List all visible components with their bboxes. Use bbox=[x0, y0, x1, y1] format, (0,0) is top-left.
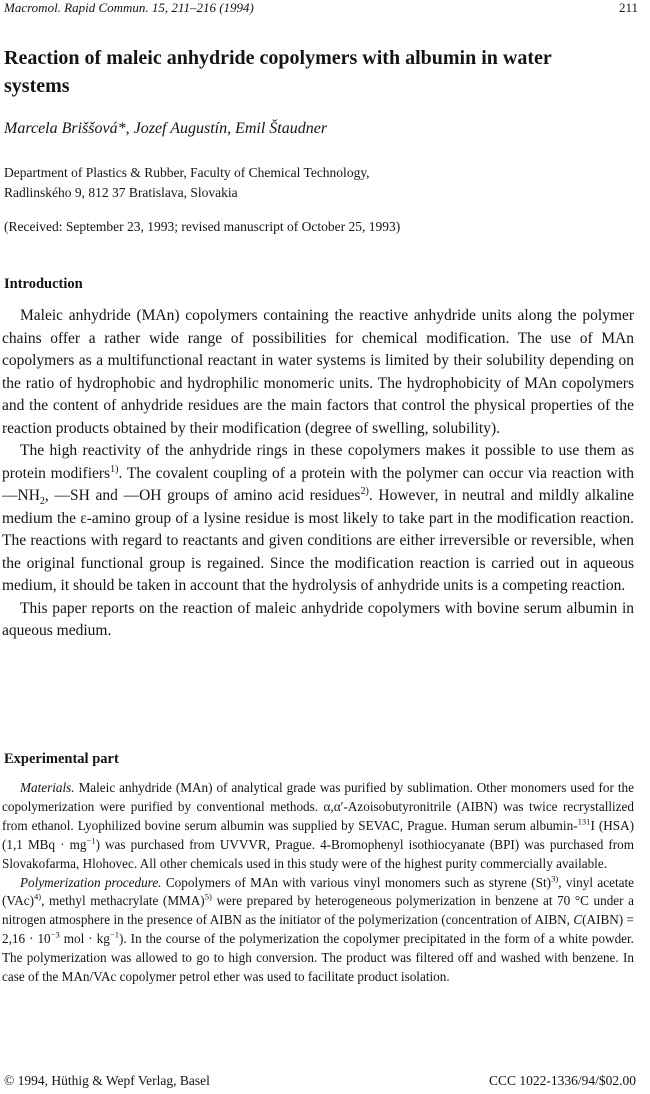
reference-marker: 4) bbox=[33, 892, 42, 903]
introduction-heading: Introduction bbox=[4, 276, 83, 292]
experimental-body bbox=[2, 779, 634, 987]
text-run: (AIBN) = 2,16 · 10 bbox=[2, 912, 634, 947]
subscript: 2 bbox=[39, 496, 45, 508]
intro-paragraph-3: This paper reports on the reaction of maleic anhydride copolymers with bovine serum albumin in aqueous medium. bbox=[2, 599, 634, 639]
reference-marker: 5) bbox=[204, 892, 212, 903]
concentration-symbol: C bbox=[573, 912, 583, 928]
article-title: Reaction of maleic anhydride copolymers with albumin in water systems bbox=[4, 47, 552, 97]
affiliation-line-1: Department of Plastics & Rubber, Faculty of Chemical Technology, bbox=[4, 165, 370, 180]
text-run: mol · kg bbox=[59, 931, 110, 947]
exponent: −1 bbox=[109, 929, 119, 940]
text-run: , —SH and —OH groups of amino acid residues bbox=[44, 487, 361, 504]
text-run: ) was purchased from UVVVR, Prague. 4-Bromophenyl isothiocyanate (BPI) was purchased from Slovakofarma, Hlohovec. All other chemicals used in this study were of the highest purity commercially available. bbox=[2, 836, 634, 871]
intro-paragraph-2 bbox=[2, 440, 634, 598]
polymerization-paragraph bbox=[2, 874, 634, 987]
exponent: −1 bbox=[86, 835, 96, 846]
reference-marker: 3) bbox=[551, 873, 559, 884]
author-list: Marcela Briššová*, Jozef Augustín, Emil Štaudner bbox=[4, 120, 328, 137]
experimental-heading: Experimental part bbox=[4, 751, 119, 767]
text-run: I (HSA) (1,1 MBq · mg bbox=[2, 817, 635, 852]
reference-marker: 2) bbox=[360, 485, 369, 497]
exponent: −3 bbox=[50, 929, 60, 940]
text-run: , methyl methacrylate (MMA) bbox=[41, 893, 205, 909]
text-run: Copolymers of MAn with various vinyl monomers such as styrene (St) bbox=[161, 874, 552, 890]
materials-lead: Materials. bbox=[20, 780, 75, 795]
text-run: The high reactivity of the anhydride rings in these copolymers makes it possible to use them as protein modifiers bbox=[2, 442, 634, 482]
text-run: ). In the course of the polymerization the copolymer precipitated in the form of a white powder. The polymerization was allowed to go to high conversion. The product was filtered off and washed with benzene. In case of the MAn/VAc copolymer petrol ether was used to facilitate product isolation. bbox=[2, 931, 634, 985]
ccc-code: CCC 1022-1336/94/$02.00 bbox=[488, 1073, 636, 1088]
affiliation-line-2: Radlinského 9, 812 37 Bratislava, Slovakia bbox=[4, 185, 238, 200]
text-run: . The covalent coupling of a protein with the polymer can occur via reaction with —NH bbox=[2, 464, 634, 504]
text-run: were prepared by heterogeneous polymerization in benzene at 70 °C under a nitrogen atmosphere in the presence of AIBN as the initiator of the polymerization (concentration of AIBN, bbox=[2, 893, 634, 928]
isotope-superscript: 131 bbox=[577, 816, 591, 827]
intro-paragraph-1: Maleic anhydride (MAn) copolymers containing the reactive anhydride units along the polymer chains offer a rather wide range of possibilities for chemical modification. The use of MAn copolymers as a multifunctional reactant in water systems is limited by their solubility depending on the ratio of hydrophobic and hydrophilic monomeric units. The hydrophobicity of MAn copolymers and the content of anhydride residues are the main factors that control the physical properties of the reaction products obtained by their modification (degree of swelling, solubility). bbox=[2, 307, 634, 437]
text-run: Maleic anhydride (MAn) of analytical grade was purified by sublimation. Other monomers used for the copolymerization were purified by conventional methods. α,α′-Azoisobutyronitrile (AIBN) was twice recrystallized from ethanol. Lyophilized bovine serum albumin was supplied by SEVAC, Prague. Human serum albumin- bbox=[2, 780, 634, 833]
journal-citation: Macromol. Rapid Commun. 15, 211–216 (1994) bbox=[4, 0, 254, 15]
reference-marker: 1) bbox=[110, 463, 119, 475]
copyright-notice: © 1994, Hüthig & Wepf Verlag, Basel bbox=[4, 1073, 210, 1088]
page-number: 211 bbox=[618, 0, 638, 15]
materials-paragraph bbox=[2, 779, 634, 874]
received-dates: (Received: September 23, 1993; revised manuscript of October 25, 1993) bbox=[4, 219, 401, 234]
affiliation bbox=[4, 163, 370, 203]
polymerization-lead: Polymerization procedure. bbox=[20, 874, 162, 890]
text-run: . However, in neutral and mildly alkaline medium the ε-amino group of a lysine residue is most likely to take part in the modification reaction. The reactions with regard to reactants and given conditions are either irreversible or reversible, when the original functional group is regained. Since the modification reaction is carried out in aqueous medium, it should be taken in account that the hydrolysis of anhydride units is a competing reaction. bbox=[2, 487, 634, 594]
introduction-body bbox=[2, 305, 634, 643]
text-run: , vinyl acetate (VAc) bbox=[2, 874, 634, 909]
